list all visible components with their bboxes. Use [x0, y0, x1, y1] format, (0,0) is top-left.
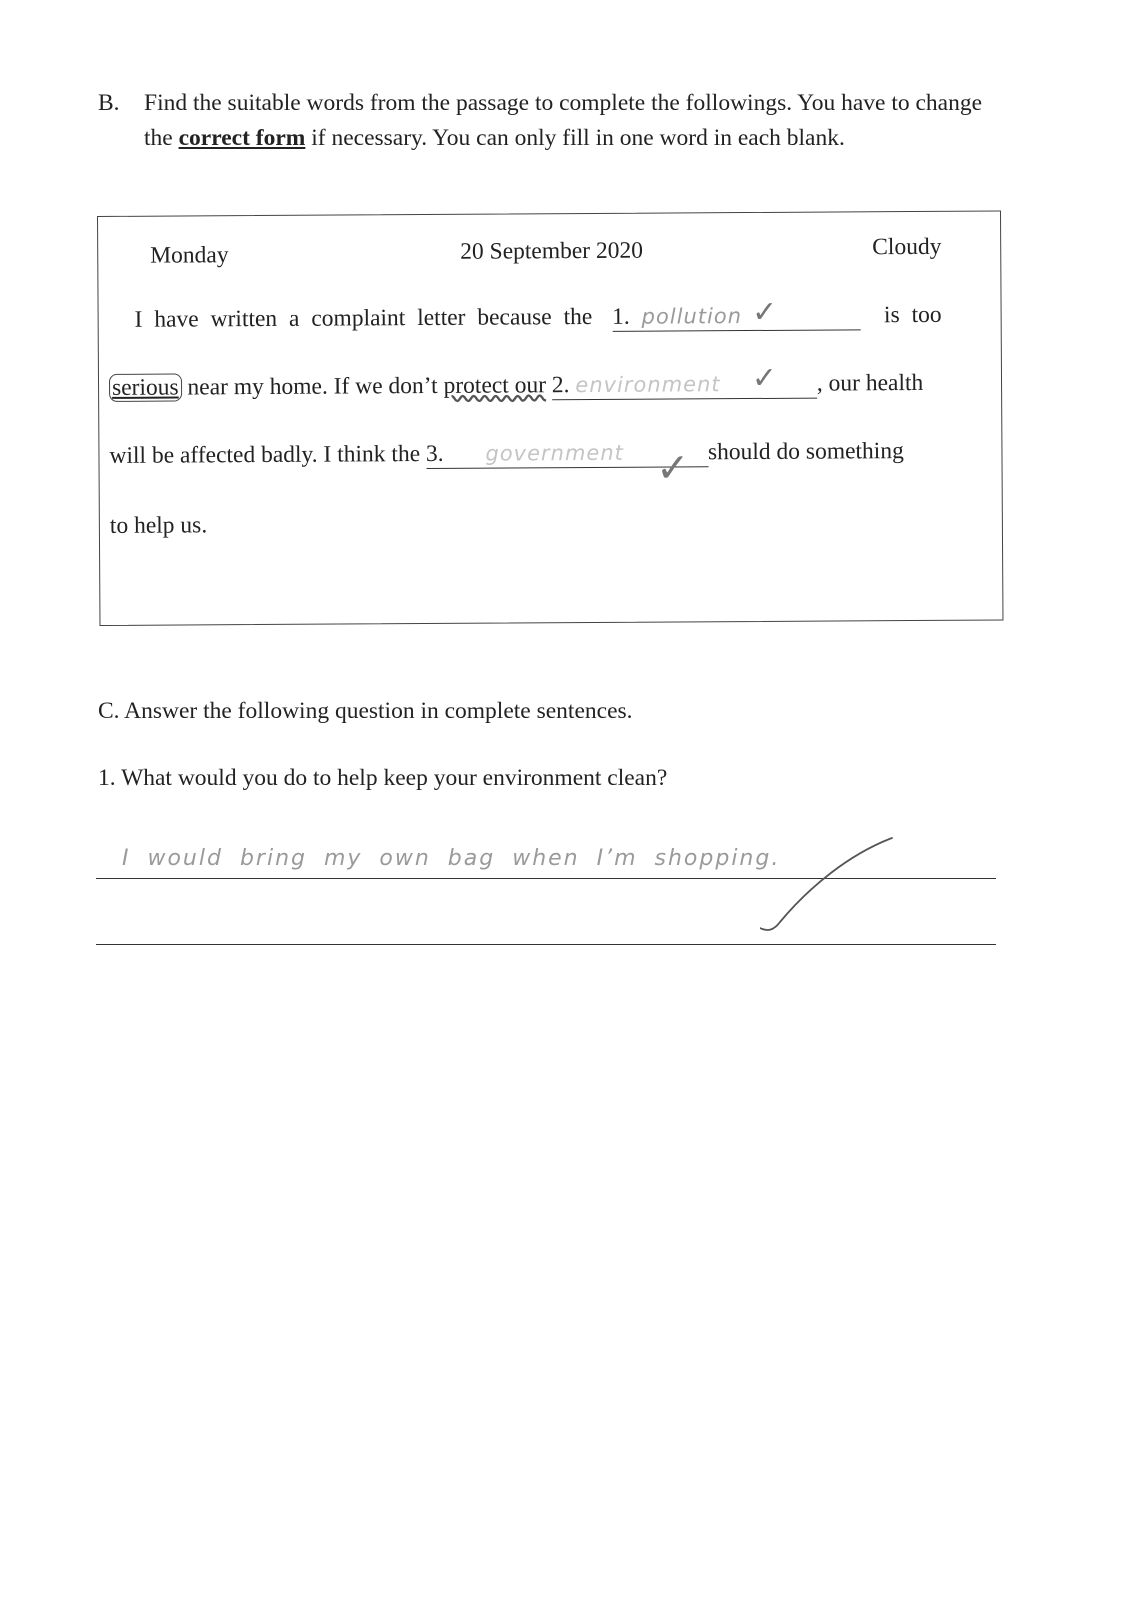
check-mark-icon: ✓	[655, 445, 690, 492]
wavy-underlined-words: protect our	[443, 372, 547, 399]
circled-word: serious	[109, 373, 182, 401]
section-b-instructions	[98, 86, 1008, 156]
line2-end: , our health	[816, 369, 924, 397]
diary-box	[97, 210, 1003, 626]
blank-3[interactable]	[425, 439, 708, 492]
diary-day: Monday	[150, 242, 229, 269]
blank-2-number: 2.	[551, 372, 570, 399]
blank-2-answer: environment	[575, 372, 721, 398]
section-b-text	[144, 86, 1008, 156]
diary-line-1	[109, 294, 993, 335]
big-check-stroke	[760, 838, 892, 930]
blank-3-number: 3.	[425, 440, 444, 467]
section-c-heading: C. Answer the following question in complete sentences.	[98, 698, 633, 724]
diary-weather: Cloudy	[872, 233, 942, 261]
big-check-mark-icon	[760, 836, 900, 936]
diary-line-4	[110, 508, 994, 540]
diary-line-3	[109, 438, 993, 492]
line2-mid: near my home. If we don’t	[181, 372, 444, 401]
line1-end: is too	[883, 301, 942, 329]
line4-text: to help us.	[109, 512, 208, 539]
line3-text: will be affected badly. I think the	[109, 441, 421, 469]
instruction-emphasis: correct form	[178, 125, 306, 151]
question-1: 1. What would you do to help keep your environment clean?	[98, 765, 668, 791]
blank-2[interactable]	[551, 360, 817, 401]
check-mark-icon: ✓	[752, 294, 778, 330]
answer-1-text[interactable]: I would bring my own bag when I’m shopping.	[122, 846, 781, 871]
line1-text: I have written a complaint letter because the	[134, 303, 593, 333]
check-mark-icon: ✓	[751, 360, 778, 397]
blank-3-answer: government	[485, 440, 624, 466]
instruction-part2: if necessary. You can only fill in one word in each blank.	[305, 125, 845, 151]
diary-date: 20 September 2020	[460, 237, 644, 265]
section-b-letter: B.	[98, 90, 120, 116]
instruction-part1: Find the suitable words from the passage to complete the followings. You have to change the	[144, 90, 983, 151]
blank-1-answer: pollution	[641, 304, 743, 329]
line3-end: should do something	[707, 438, 904, 466]
answer-line-2	[96, 944, 996, 945]
blank-1[interactable]	[612, 294, 860, 332]
blank-1-number: 1.	[612, 303, 630, 330]
diary-line-2	[109, 360, 993, 403]
